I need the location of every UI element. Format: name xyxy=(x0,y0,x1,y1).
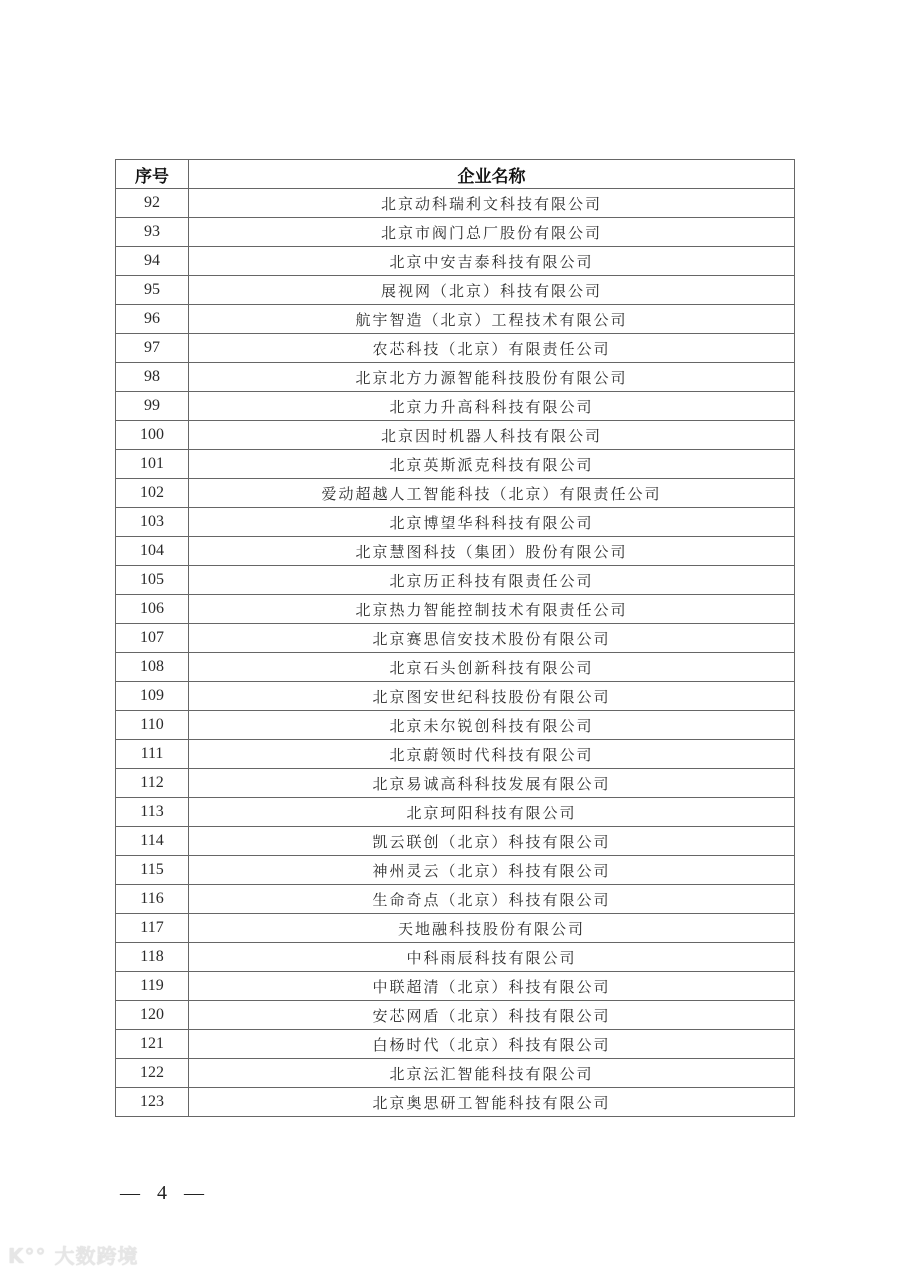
row-index: 106 xyxy=(116,595,189,624)
table-row xyxy=(116,305,795,334)
table-row xyxy=(116,827,795,856)
table-row xyxy=(116,1001,795,1030)
row-company-name: 北京北方力源智能科技股份有限公司 xyxy=(189,363,795,392)
row-company-name: 北京历正科技有限责任公司 xyxy=(189,566,795,595)
table-row xyxy=(116,392,795,421)
row-company-name: 北京博望华科科技有限公司 xyxy=(189,508,795,537)
row-index: 110 xyxy=(116,711,189,740)
row-company-name: 北京英斯派克科技有限公司 xyxy=(189,450,795,479)
table-row xyxy=(116,682,795,711)
row-index: 93 xyxy=(116,218,189,247)
row-index: 100 xyxy=(116,421,189,450)
table-row xyxy=(116,363,795,392)
row-index: 96 xyxy=(116,305,189,334)
row-index: 111 xyxy=(116,740,189,769)
page-number: — 4 — xyxy=(120,1182,210,1204)
row-company-name: 生命奇点（北京）科技有限公司 xyxy=(189,885,795,914)
table-row xyxy=(116,479,795,508)
table-row xyxy=(116,450,795,479)
row-index: 116 xyxy=(116,885,189,914)
watermark-logo: K°° 大数跨境 xyxy=(8,1244,139,1268)
row-company-name: 北京力升高科科技有限公司 xyxy=(189,392,795,421)
table-row xyxy=(116,856,795,885)
table-row xyxy=(116,1088,795,1117)
table-row xyxy=(116,537,795,566)
row-company-name: 航宇智造（北京）工程技术有限公司 xyxy=(189,305,795,334)
row-company-name: 北京赛思信安技术股份有限公司 xyxy=(189,624,795,653)
table-row xyxy=(116,943,795,972)
row-company-name: 北京珂阳科技有限公司 xyxy=(189,798,795,827)
table-row xyxy=(116,508,795,537)
row-index: 121 xyxy=(116,1030,189,1059)
row-index: 107 xyxy=(116,624,189,653)
table-row xyxy=(116,972,795,1001)
table-row xyxy=(116,769,795,798)
row-company-name: 北京因时机器人科技有限公司 xyxy=(189,421,795,450)
row-index: 123 xyxy=(116,1088,189,1117)
row-index: 122 xyxy=(116,1059,189,1088)
table-body xyxy=(116,189,795,1117)
row-index: 102 xyxy=(116,479,189,508)
table-row xyxy=(116,334,795,363)
row-company-name: 爱动超越人工智能科技（北京）有限责任公司 xyxy=(189,479,795,508)
row-company-name: 白杨时代（北京）科技有限公司 xyxy=(189,1030,795,1059)
row-index: 113 xyxy=(116,798,189,827)
row-index: 105 xyxy=(116,566,189,595)
header-company-name: 企业名称 xyxy=(189,160,795,189)
row-index: 101 xyxy=(116,450,189,479)
row-index: 109 xyxy=(116,682,189,711)
row-company-name: 安芯网盾（北京）科技有限公司 xyxy=(189,1001,795,1030)
row-company-name: 北京热力智能控制技术有限责任公司 xyxy=(189,595,795,624)
row-company-name: 北京图安世纪科技股份有限公司 xyxy=(189,682,795,711)
row-index: 112 xyxy=(116,769,189,798)
row-index: 108 xyxy=(116,653,189,682)
row-company-name: 北京奥思研工智能科技有限公司 xyxy=(189,1088,795,1117)
row-index: 120 xyxy=(116,1001,189,1030)
row-index: 115 xyxy=(116,856,189,885)
row-index: 118 xyxy=(116,943,189,972)
table-row xyxy=(116,1059,795,1088)
row-index: 98 xyxy=(116,363,189,392)
row-company-name: 北京易诚高科科技发展有限公司 xyxy=(189,769,795,798)
row-index: 104 xyxy=(116,537,189,566)
table-row xyxy=(116,189,795,218)
row-company-name: 北京动科瑞利文科技有限公司 xyxy=(189,189,795,218)
company-list-table xyxy=(115,159,795,1117)
table-row xyxy=(116,624,795,653)
table-row xyxy=(116,711,795,740)
table-row xyxy=(116,276,795,305)
header-index: 序号 xyxy=(116,160,189,189)
row-company-name: 中科雨辰科技有限公司 xyxy=(189,943,795,972)
row-company-name: 天地融科技股份有限公司 xyxy=(189,914,795,943)
row-company-name: 北京慧图科技（集团）股份有限公司 xyxy=(189,537,795,566)
table-row xyxy=(116,798,795,827)
table-row xyxy=(116,595,795,624)
table-row xyxy=(116,421,795,450)
row-index: 117 xyxy=(116,914,189,943)
table-row xyxy=(116,247,795,276)
table-row xyxy=(116,914,795,943)
row-index: 92 xyxy=(116,189,189,218)
table-row xyxy=(116,885,795,914)
row-index: 103 xyxy=(116,508,189,537)
row-company-name: 北京沄汇智能科技有限公司 xyxy=(189,1059,795,1088)
row-index: 94 xyxy=(116,247,189,276)
row-company-name: 凯云联创（北京）科技有限公司 xyxy=(189,827,795,856)
row-company-name: 神州灵云（北京）科技有限公司 xyxy=(189,856,795,885)
table-row xyxy=(116,218,795,247)
table-header-row xyxy=(116,160,795,189)
row-index: 114 xyxy=(116,827,189,856)
row-company-name: 北京未尔锐创科技有限公司 xyxy=(189,711,795,740)
row-index: 99 xyxy=(116,392,189,421)
row-company-name: 展视网（北京）科技有限公司 xyxy=(189,276,795,305)
table-row xyxy=(116,740,795,769)
row-company-name: 北京蔚领时代科技有限公司 xyxy=(189,740,795,769)
table-row xyxy=(116,566,795,595)
table-row xyxy=(116,653,795,682)
row-index: 119 xyxy=(116,972,189,1001)
table-row xyxy=(116,1030,795,1059)
row-company-name: 北京石头创新科技有限公司 xyxy=(189,653,795,682)
row-company-name: 北京中安吉泰科技有限公司 xyxy=(189,247,795,276)
row-index: 97 xyxy=(116,334,189,363)
row-company-name: 农芯科技（北京）有限责任公司 xyxy=(189,334,795,363)
row-index: 95 xyxy=(116,276,189,305)
row-company-name: 北京市阀门总厂股份有限公司 xyxy=(189,218,795,247)
row-company-name: 中联超清（北京）科技有限公司 xyxy=(189,972,795,1001)
